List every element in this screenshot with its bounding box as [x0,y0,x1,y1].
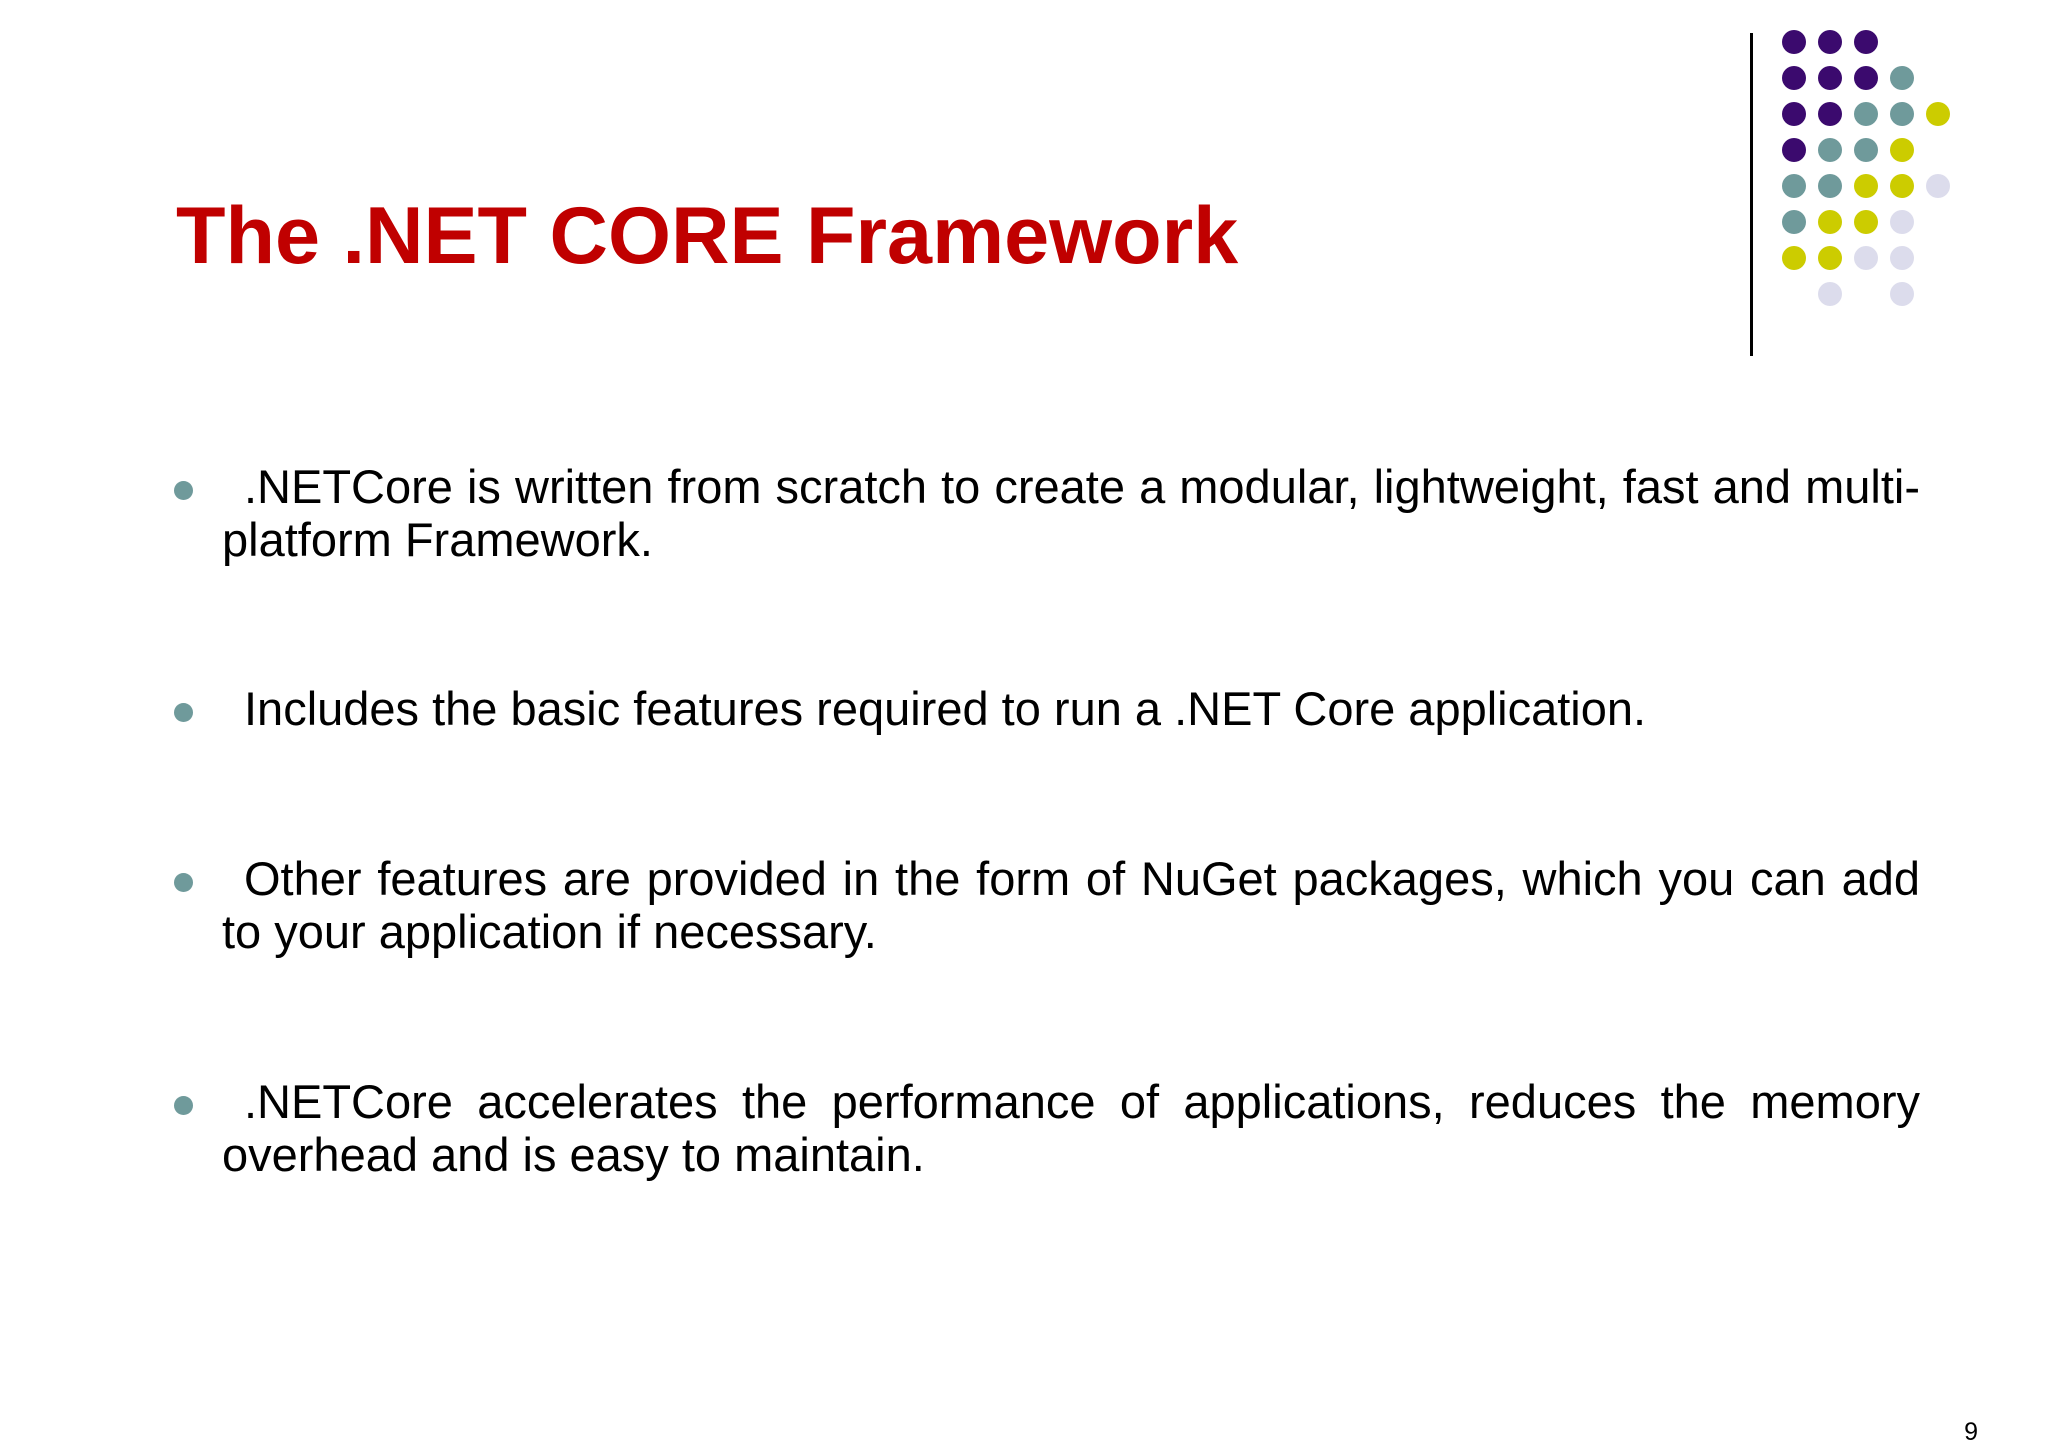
teal-dot-icon [1782,210,1806,234]
bullet-dot-icon [174,873,193,892]
bullet-text: Other features are provided in the form of NuGet packages, which you can add to your application if necessary. [222,852,1920,958]
yellow-dot-icon [1926,102,1950,126]
bullet-dot-icon [174,703,193,722]
purple-dot-icon [1854,30,1878,54]
teal-dot-icon [1854,138,1878,162]
bullet-dot-icon [174,1096,193,1115]
bullet-dot-icon [174,481,193,500]
lavender-dot-icon [1854,246,1878,270]
purple-dot-icon [1818,102,1842,126]
lavender-dot-icon [1890,246,1914,270]
purple-dot-icon [1782,102,1806,126]
vertical-divider [1750,33,1753,356]
lavender-dot-icon [1890,210,1914,234]
lavender-dot-icon [1890,282,1914,306]
yellow-dot-icon [1854,174,1878,198]
slide-title: The .NET CORE Framework [176,191,1239,281]
page-number: 9 [1964,1418,1978,1446]
yellow-dot-icon [1890,174,1914,198]
purple-dot-icon [1782,138,1806,162]
purple-dot-icon [1818,30,1842,54]
purple-dot-icon [1854,66,1878,90]
bullet-text: Includes the basic features required to run a .NET Core application. [244,682,1647,735]
yellow-dot-icon [1782,246,1806,270]
purple-dot-icon [1782,30,1806,54]
yellow-dot-icon [1854,210,1878,234]
teal-dot-icon [1890,66,1914,90]
teal-dot-icon [1818,174,1842,198]
purple-dot-icon [1782,66,1806,90]
yellow-dot-icon [1818,246,1842,270]
bullet-text: .NETCore is written from scratch to create a modular, lightweight, fast and multi-platform Framework. [222,460,1920,566]
bullet-text: .NETCore accelerates the performance of applications, reduces the memory overhead and is easy to maintain. [222,1075,1920,1181]
decorative-dot-grid [1780,28,1980,318]
teal-dot-icon [1818,138,1842,162]
teal-dot-icon [1890,102,1914,126]
lavender-dot-icon [1926,174,1950,198]
teal-dot-icon [1782,174,1806,198]
yellow-dot-icon [1818,210,1842,234]
lavender-dot-icon [1818,282,1842,306]
yellow-dot-icon [1890,138,1914,162]
purple-dot-icon [1818,66,1842,90]
teal-dot-icon [1854,102,1878,126]
